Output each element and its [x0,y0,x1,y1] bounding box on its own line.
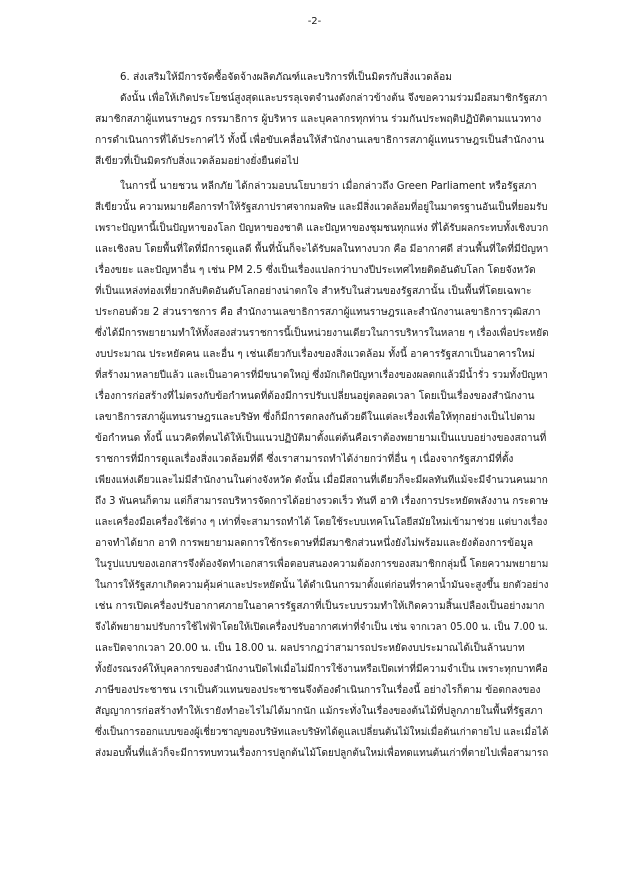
paragraph-line: ที่เป็นแหล่งท่องเที่ยวกลับติดอันดับโลกอย่างน่าตกใจ สำหรับในส่วนของรัฐสภานั้น เป็นพื้นที่โดยเฉพาะ [95,286,532,297]
paragraph-line: ดังนั้น เพื่อให้เกิดประโยชน์สูงสุดและบรรลุเจตจำนงดังกล่าวข้างต้น จึงขอความร่วมมือสมาชิกรัฐสภา [120,93,548,104]
paragraph-line: ข้อกำหนด ทั้งนี้ แนวคิดที่ตนได้ให้เป็นแนวปฏิบัติมาตั้งแต่ต้นคือเราต้องพยายามเป็นแบบอย่างของสถานที่ [95,433,547,444]
paragraph-line: ในการนี้ นายชวน หลีกภัย ได้กล่าวมอบนโยบายว่า เมื่อกล่าวถึง Green Parliament หรือรัฐสภา [120,181,537,192]
paragraph-line: สีเขียวที่เป็นมิตรกับสิ่งแวดล้อมอย่างยั่งยืนต่อไป [95,156,299,167]
paragraph-line: จึงได้พยายามปรับการใช้ไฟฟ้าโดยให้เปิดเครื่องปรับอากาศเท่าที่จำเป็น เช่น จากเวลา 05.00 น. เป็น 7.00 น. [95,622,548,633]
page-number: -2- [307,16,322,27]
paragraph-line: ที่สร้างมาหลายปีแล้ว และเป็นอาคารที่มีขนาดใหญ่ ซึ่งมักเกิดปัญหาเรื่องของผลตกแล้วมีน้ำรั่ว รวมทั้งปัญหา [95,370,548,381]
paragraph-line: เช่น การเปิดเครื่องปรับอากาศภายในอาคารรัฐสภาที่เป็นระบบรวมทำให้เกิดความสิ้นเปลืองเป็นอย่างมาก [95,601,545,612]
paragraph-line: เพียงแห่งเดียวและไม่มีสำนักงานในต่างจังหวัด ดังนั้น เมื่อมีสถานที่เดียวก็จะมีผลทันทีแม้จะมีจำนวนคนมาก [95,475,548,486]
paragraph-line: ในการให้รัฐสภาเกิดความคุ้มค่าและประหยัดนั้น ได้ดำเนินการมาตั้งแต่ก่อนที่ราคาน้ำมันจะสูงขึ้น ยกตัวอย่าง [95,580,549,591]
paragraph-line: ราชการที่มีการดูแลเรื่องสิ่งแวดล้อมที่ดี ซึ่งเราสามารถทำได้ง่ายกว่าที่อื่น ๆ เนื่องจากรัฐสภามีที่ตั้ง [95,454,514,465]
paragraph-line: ซึ่งได้มีการพยายามทำให้ทั้งสองส่วนราชการนี้เป็นหน่วยงานเดียวในการบริหารในหลาย ๆ เรื่องเพื่อประหยัด [95,328,549,339]
paragraph-line: และเชิงลบ โดยพื้นที่ใดที่มีการดูแลดี พื้นที่นั้นก็จะได้รับผลในทางบวก คือ มีอากาศดี ส่วนพื้นที่ใดที่มีปัญหา [95,244,549,255]
paragraph-line: ถึง 3 พันคนก็ตาม แต่ก็สามารถบริหารจัดการได้อย่างรวดเร็ว ทันที อาทิ เรื่องการประหยัดพลังงาน กระดาษ [95,496,549,507]
paragraph-line: และเครื่องมือเครื่องใช้ต่าง ๆ เท่าที่จะสามารถทำได้ โดยใช้ระบบเทคโนโลยีสมัยใหม่เข้ามาช่วย แต่บางเรื่อง [95,517,548,528]
paragraph-line: เรื่องการก่อสร้างที่ไม่ตรงกับข้อกำหนดที่ต้องมีการปรับเปลี่ยนอยู่ตลอดเวลา โดยเป็นเรื่องของสำนักงาน [95,391,535,402]
paragraph-line: เพราะปัญหานี้เป็นปัญหาของโลก ปัญหาของชาติ และปัญหาของชุมชนทุกแห่ง ที่ได้รับผลกระทบทั้งเชิงบวก [95,223,549,234]
paragraph-line: ในรูปแบบของเอกสารจึงต้องจัดทำเอกสารเพื่อตอบสนองความต้องการของสมาชิกกลุ่มนี้ โดยความพยายาม [95,559,549,570]
paragraph-line: ซึ่งเป็นการออกแบบของผู้เชี่ยวชาญของบริษัทและบริษัทได้ดูแลเปลี่ยนต้นไม้ใหม่เมื่อต้นเก่าตายไป และเมื่อได้ [95,727,549,738]
paragraph-line: เรื่องขยะ และปัญหาอื่น ๆ เช่น PM 2.5 ซึ่งเป็นเรื่องแปลกว่าบางปีประเทศไทยติดอันดับโลก โดยจังหวัด [95,265,536,276]
paragraph-line: สีเขียวนั้น ความหมายคือการทำให้รัฐสภาปราศจากมลพิษ และมีสิ่งแวดล้อมที่อยู่ในมาตรฐานอันเป็นที่ยอมรับ [95,202,548,213]
paragraph-line: ส่งมอบพื้นที่แล้วก็จะมีการทบทวนเรื่องการปลูกต้นไม้โดยปลูกต้นใหม่เพื่อทดแทนต้นเก่าที่ตายไปเพื่อสามารถ [95,748,549,759]
paragraph-line: อาจทำได้ยาก อาทิ การพยายามลดการใช้กระดาษที่มีสมาชิกส่วนหนึ่งยังไม่พร้อมและยังต้องการข้อมูล [95,538,534,549]
paragraph-line: และปิดจากเวลา 20.00 น. เป็น 18.00 น. ผลปรากฏว่าสามารถประหยัดงบประมาณได้เป็นล้านบาท [95,643,525,654]
paragraph-line: ทั้งยังรณรงค์ให้บุคลากรของสำนักงานปิดไฟเมื่อไม่มีการใช้งานหรือเปิดเท่าที่มีความจำเป็น เพราะทุกบาทคือ [95,664,548,675]
paragraph-line: สมาชิกสภาผู้แทนราษฎร กรรมาธิการ ผู้บริหาร และบุคลากรทุกท่าน ร่วมกันประพฤติปฏิบัติตามแนวทาง [95,114,542,125]
paragraph-line: ภาษีของประชาชน เราเป็นตัวแทนของประชาชนจึงต้องดำเนินการในเรื่องนี้ อย่างไรก็ตาม ข้อตกลงของ [95,685,541,696]
paragraph-line: การดำเนินการที่ได้ประกาศไว้ ทั้งนี้ เพื่อขับเคลื่อนให้สำนักงานเลขาธิการสภาผู้แทนราษฎรเป็นสำนักงาน [95,135,545,146]
paragraph-line: เลขาธิการสภาผู้แทนราษฎรและบริษัท ซึ่งก็มีการตกลงกันด้วยดีในแต่ละเรื่องเพื่อให้ทุกอย่างเป็นไปตาม [95,412,536,423]
paragraph-line: ประกอบด้วย 2 ส่วนราชการ คือ สำนักงานเลขาธิการสภาผู้แทนราษฎรและสำนักงานเลขาธิการวุฒิสภา [95,307,541,318]
paragraph-line: สัญญาการก่อสร้างทำให้เรายังทำอะไรไม่ได้มากนัก แม้กระทั่งในเรื่องของต้นไม้ที่ปลูกภายในพื้นที่รัฐสภา [95,706,543,717]
paragraph-line: งบประมาณ ประหยัดคน และอื่น ๆ เช่นเดียวกับเรื่องของสิ่งแวดล้อม ทั้งนี้ อาคารรัฐสภาเป็นอาคารใหม่ [95,349,535,360]
list-item-6: 6. ส่งเสริมให้มีการจัดซื้อจัดจ้างผลิตภัณฑ์และบริการที่เป็นมิตรกับสิ่งแวดล้อม [120,72,452,83]
